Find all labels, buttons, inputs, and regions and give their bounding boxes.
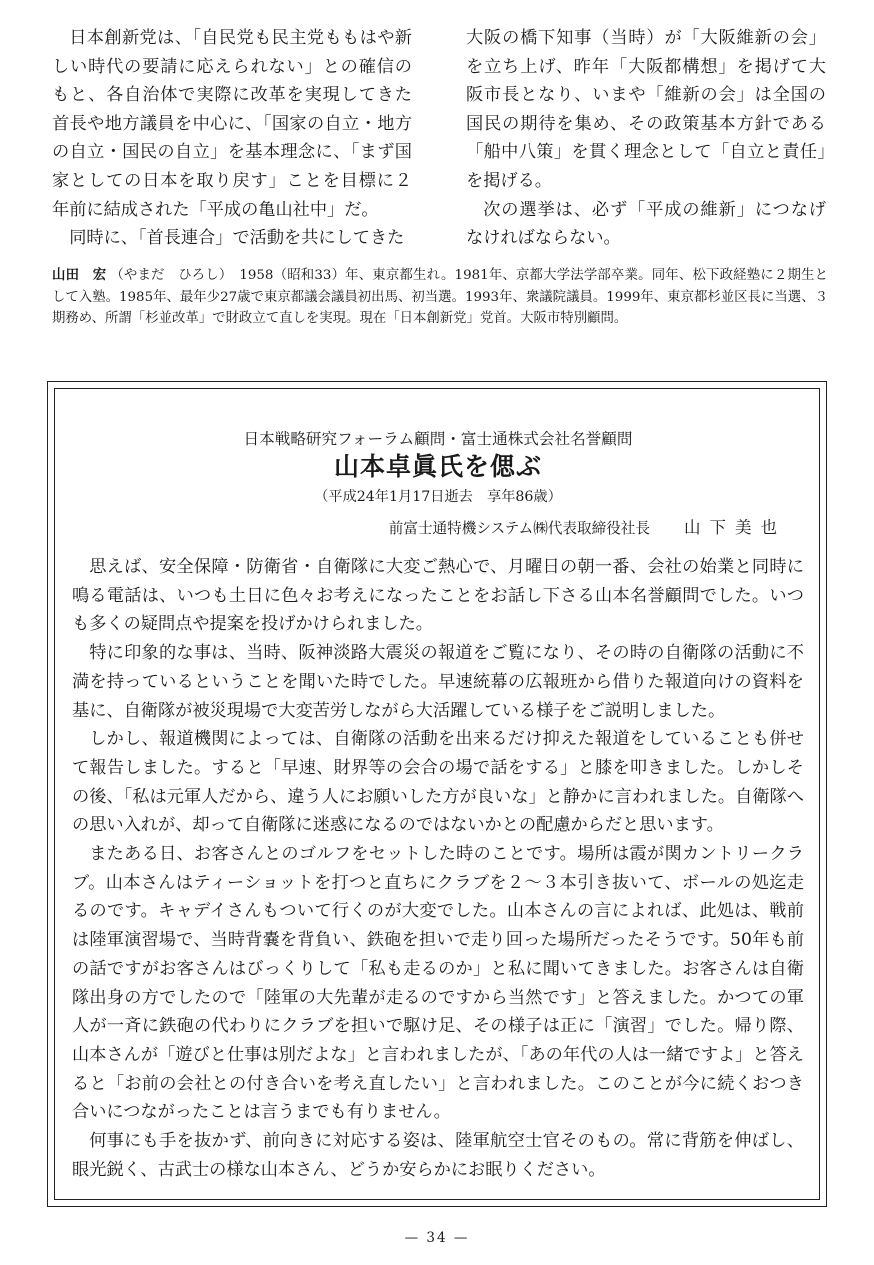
- paragraph: 思えば、安全保障・防衛省・自衛隊に大変ご熱心で、月曜日の朝一番、会社の始業と同時に鳴る電話は、いつも土日に色々お考えになったことをお話し下さる山本名誉顧問でした。いつも多くの疑問点や提案を投げかけられました。: [72, 557, 804, 635]
- paragraph: 特に印象的な事は、当時、阪神淡路大震災の報道をご覧になり、その時の自衛隊の活動に不満を持っているということを聞いた時でした。早速統幕の広報班から借りた報道向けの資料を基に、自衛隊が被災現場で大変苦労しながら大活躍している様子をご説明しました。: [72, 643, 804, 721]
- bio-name: 山田 宏: [52, 268, 107, 283]
- left-column: [52, 24, 412, 253]
- article-author: [72, 516, 804, 541]
- article-dates: （平成24年1月17日逝去 享年86歳）: [314, 489, 562, 505]
- article-subtitle: 日本戦略研究フォーラム顧問・富士通株式会社名誉顧問: [243, 430, 633, 448]
- article-body: [72, 553, 804, 1184]
- article-title: 山本卓眞氏を偲ぶ: [333, 452, 542, 481]
- memorial-article: [72, 420, 804, 1184]
- author-name: 山下美也: [684, 518, 786, 537]
- right-column: [466, 24, 826, 253]
- paragraph: 同時に、「首長連合」で活動を共にしてきた: [69, 228, 405, 249]
- paragraph: 次の選挙は、必ず「平成の維新」につなげなければならない。: [466, 199, 826, 249]
- paragraph: しかし、報道機関によっては、自衛隊の活動を出来るだけ抑えた報道をしていることも併せて報告しました。すると「早速、財界等の会合の場で話をする」と膝を叩きました。しかしその後、「私は元軍人だから、違う人にお願いした方が良いな」と静かに言われました。自衛隊への思い入れが、却って自衛隊に迷惑になるのではないかとの配慮からだと思います。: [72, 729, 804, 836]
- bio-text: （やまだ ひろし） 1958（昭和33）年、東京都生れ。1981年、京都大学法学部卒業。同年、松下政経塾に２期生として入塾。1985年、最年少27歳で東京都議会議員初出馬、初当選。1993年、衆議院議員。1999年、東京都杉並区長に当選、３期務め、所謂「杉並改革」で財政立て直しを実現。現在「日本創新党」党首。大阪市特別顧問。: [52, 268, 829, 326]
- author-affiliation: 前富士通特機システム㈱代表取締役社長: [388, 520, 650, 537]
- author-bio: [52, 265, 828, 330]
- paragraph: またある日、お客さんとのゴルフをセットした時のことです。場所は霞が関カントリークラブ。山本さんはティーショットを打つと直ちにクラブを２～３本引き抜いて、ボールの処迄走るのです。キャデイさんもついて行くのが大変でした。山本さんの言によれば、此処は、戦前は陸軍演習場で、当時背嚢を背負い、鉄砲を担いで走り回った場所だったそうです。50年も前の話ですがお客さんはびっくりして「私も走るのか」と私に聞いてきました。お客さんは自衛隊出身の方でしたので「陸軍の大先輩が走るのですから当然です」と答えました。かつての軍人が一斉に鉄砲の代わりにクラブを担いで駆け足、その様子は正に「演習」でした。帰り際、山本さんが「遊びと仕事は別だよな」と言われましたが、「あの年代の人は一緒ですよ」と答えると「お前の会社との付き合いを考え直したい」と言われました。このことが今に続くおつき合いにつながったことは言うまでも有りません。: [72, 844, 804, 1123]
- paragraph: 日本創新党は、「自民党も民主党ももはや新しい時代の要請に応えられない」との確信のもと、各自治体で実際に改革を実現してきた首長や地方議員を中心に、「国家の自立・地方の自立・国民の自立」を基本理念に、「まず国家としての日本を取り戻す」ことを目標に２年前に結成された「平成の亀山社中」だ。: [52, 28, 412, 220]
- paragraph-continuation: 大阪の橋下知事（当時）が「大阪維新の会」を立ち上げ、昨年「大阪都構想」を掲げて大阪市長となり、いまや「維新の会」は全国の国民の期待を集め、その政策基本方針である「船中八策」を貫く理念として「自立と責任」を掲げる。: [466, 28, 826, 191]
- paragraph: 何事にも手を抜かず、前向きに対応する姿は、陸軍航空士官そのもの。常に背筋を伸ばし、眼光鋭く、古武士の様な山本さん、どうか安らかにお眠りください。: [72, 1131, 804, 1180]
- page-number: — 34 —: [404, 1230, 470, 1246]
